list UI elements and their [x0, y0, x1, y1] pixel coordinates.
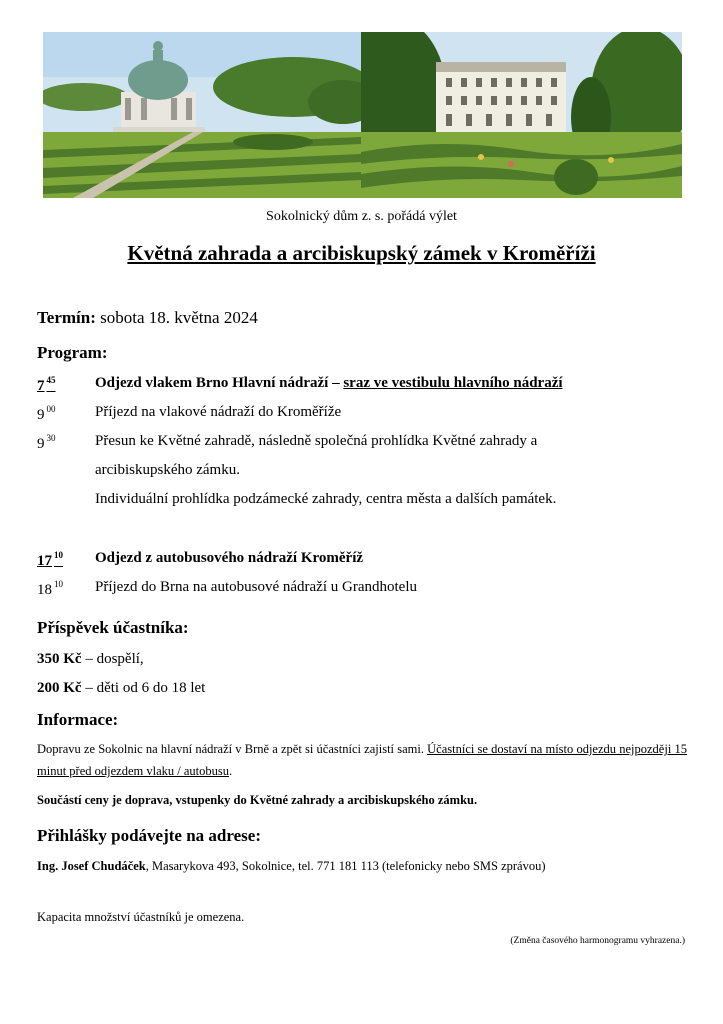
- program-text: Individuální prohlídka podzámecké zahrady, centra města a dalších památek.: [95, 491, 557, 507]
- apply-heading: Přihlášky podávejte na adrese:: [37, 826, 261, 845]
- page-title: Květná zahrada a arcibiskupský zámek v Kroměříži: [127, 241, 596, 265]
- chateau-garden-photo: [361, 32, 682, 198]
- fee-heading: Příspěvek účastníka:: [37, 618, 189, 637]
- contact-details: , Masarykova 493, Sokolnice, tel. 771 181 113 (telefonicky nebo SMS zprávou): [145, 859, 546, 873]
- term-value: sobota 18. května 2024: [95, 308, 258, 327]
- term-line: [37, 308, 258, 328]
- fee-desc: – děti od 6 do 18 let: [81, 680, 206, 696]
- contact-name: Ing. Josef Chudáček: [37, 859, 146, 873]
- organizer-line: Sokolnický dům z. s. pořádá výlet: [266, 209, 457, 224]
- program-time: 9 $^{00}$: [37, 404, 56, 423]
- fee-amount: 350 Kč: [37, 651, 82, 667]
- program-heading: Program:: [37, 343, 108, 362]
- fee-amount: 200 Kč: [37, 680, 82, 696]
- fee-adult: [37, 651, 144, 668]
- contact-line: [37, 855, 687, 877]
- schedule-change-note: (Změna časového harmonogramu vyhrazena.): [510, 936, 685, 946]
- program-text: Příjezd do Brna na autobusové nádraží u Grandhotelu: [95, 579, 417, 595]
- info-heading: Informace:: [37, 710, 119, 729]
- program-time: 9 $^{30}$: [37, 433, 56, 452]
- fee-child: [37, 680, 205, 697]
- program-time: 7 $^{45}$: [37, 375, 56, 394]
- program-time: 17 $^{10}$: [37, 550, 63, 569]
- garden-rotunda-photo: [43, 32, 361, 198]
- program-text: Odjezd z autobusového nádraží Kroměříž: [95, 550, 364, 566]
- fee-desc: – dospělí,: [81, 651, 144, 667]
- program-time: 18 $^{10}$: [37, 579, 63, 598]
- info-price-includes: Součástí ceny je doprava, vstupenky do Květné zahrady a arcibiskupského zámku.: [37, 793, 478, 807]
- program-text: Přesun ke Květné zahradě, následně společná prohlídka Květné zahrady a: [95, 433, 538, 449]
- program-text: Odjezd vlakem Brno Hlavní nádraží – sraz ve vestibulu hlavního nádraží: [95, 375, 563, 391]
- capacity-note: Kapacita množství účastníků je omezena.: [37, 910, 245, 924]
- info-paragraph: Dopravu ze Sokolnic na hlavní nádraží v Brně a zpět si účastníci zajistí sami. Účastníci se dostaví na místo odjezdu nejpozději 15 minut před odjezdem vlaku / autobusu.: [37, 742, 687, 778]
- program-text: Příjezd na vlakové nádraží do Kroměříže: [95, 404, 342, 420]
- header-photos: [43, 32, 682, 198]
- program-text: arcibiskupského zámku.: [95, 462, 240, 478]
- term-label: Termín:: [37, 308, 96, 327]
